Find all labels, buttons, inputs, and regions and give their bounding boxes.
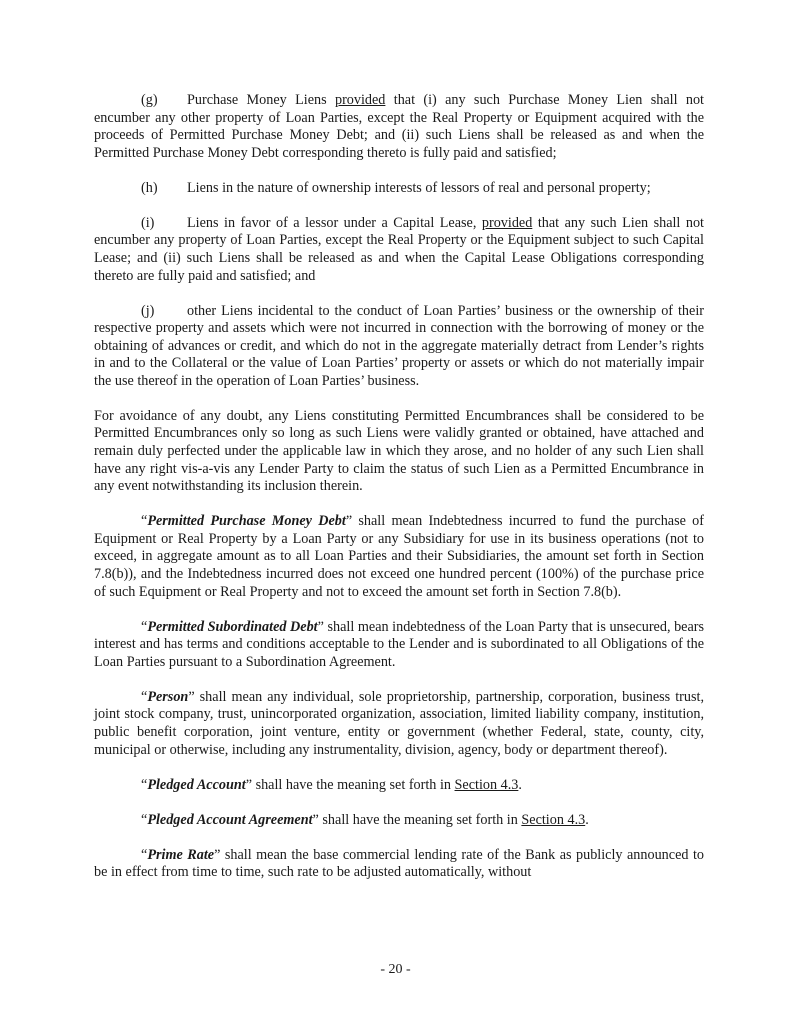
item-label: (h) — [141, 179, 158, 196]
section-reference-link[interactable]: Section 4.3 — [521, 811, 586, 828]
document-page — [94, 92, 704, 899]
defined-term: Prime Rate — [147, 846, 215, 863]
section-reference-link[interactable]: Section 4.3 — [454, 776, 519, 793]
definition-person: “Person” shall mean any individual, sole proprietorship, partnership, corporation, business trust, joint stock company, trust, unincorporated organization, association, limited liability company, institution, public benefit corporation, joint venture, entity or government (whether Federal, state, county, city, municipal or otherwise, including any instrumentality, division, agency, body or department thereof). — [94, 688, 704, 758]
provided-term: provided — [481, 214, 533, 231]
defined-term: Permitted Subordinated Debt — [147, 618, 318, 635]
definition-prime-rate: “Prime Rate” shall mean the base commercial lending rate of the Bank as publicly announced to be in effect from time to time, such rate to be adjusted automatically, without — [94, 846, 704, 881]
avoidance-paragraph: For avoidance of any doubt, any Liens constituting Permitted Encumbrances shall be considered to be Permitted Encumbrances only so long as such Liens were validly granted or obtained, have attached and remain duly perfected under the applicable law in which they arose, and no holder of any such Lien shall have any right vis-a-vis any Lender Party to claim the status of such Lien as a Permitted Encumbrance in any event notwithstanding its inclusion therein. — [94, 407, 704, 495]
definition-pledged-account: “Pledged Account” shall have the meaning set forth in Section 4.3. — [141, 776, 522, 793]
defined-term: Person — [147, 688, 189, 705]
defined-term: Pledged Account — [147, 776, 246, 793]
list-item-i: (i) Liens in favor of a lessor under a Capital Lease, provided that any such Lien shall not encumber any property of Loan Parties, except the Real Property or the Equipment subject to such Capital Lease; and (ii) such Liens shall be released as and when the Capital Lease Obligations corresponding thereto are fully paid and satisfied; and — [94, 214, 704, 284]
definition-permitted-purchase-money-debt: “Permitted Purchase Money Debt” shall mean Indebtedness incurred to fund the purchase of Equipment or Real Property by a Loan Party or any Subsidiary for use in its business operations (not to exceed, in aggregate amount as to all Loan Parties and their Subsidiaries, the amount set forth in Section 7.8(b)), and the Indebtedness incurred does not exceed one hundred percent (100%) of the purchase price of such Equipment or Real Property and not to exceed the amount set forth in Section 7.8(b). — [94, 513, 705, 600]
item-label: (g) — [141, 92, 158, 108]
provided-term: provided — [334, 92, 386, 108]
list-item-j: (j) other Liens incidental to the conduct of Loan Parties’ business or the ownership of their respective property and assets which were not incurred in connection with the borrowing of money or the obtaining of advances or credit, and which do not in the aggregate materially detract from Lender’s rights in and to the Collateral or the value of Loan Parties’ property or assets or which do not materially impair the use thereof in the operation of Loan Parties’ business. — [94, 302, 704, 389]
defined-term: Pledged Account Agreement — [147, 811, 313, 828]
item-label: (i) — [141, 214, 155, 231]
page-number: - 20 - — [380, 962, 411, 977]
item-label: (j) — [141, 302, 155, 319]
list-item-g: (g) Purchase Money Liens provided that (i) any such Purchase Money Lien shall not encumber any other property of Loan Parties, except the Real Property or Equipment acquired with the proceeds of Permitted Purchase Money Debt; and (ii) such Liens shall be released as and when the Permitted Purchase Money Debt corresponding thereto is fully paid and satisfied; — [94, 92, 704, 161]
definition-pledged-account-agreement: “Pledged Account Agreement” shall have the meaning set forth in Section 4.3. — [141, 811, 589, 828]
defined-term: Permitted Purchase Money Debt — [147, 513, 346, 530]
list-item-h: (h) Liens in the nature of ownership interests of lessors of real and personal property; — [141, 179, 651, 196]
definition-permitted-subordinated-debt: “Permitted Subordinated Debt” shall mean indebtedness of the Loan Party that is unsecured, bears interest and has terms and conditions acceptable to the Lender and is subordinated to all Obligations of the Loan Parties pursuant to a Subordination Agreement. — [94, 618, 705, 670]
